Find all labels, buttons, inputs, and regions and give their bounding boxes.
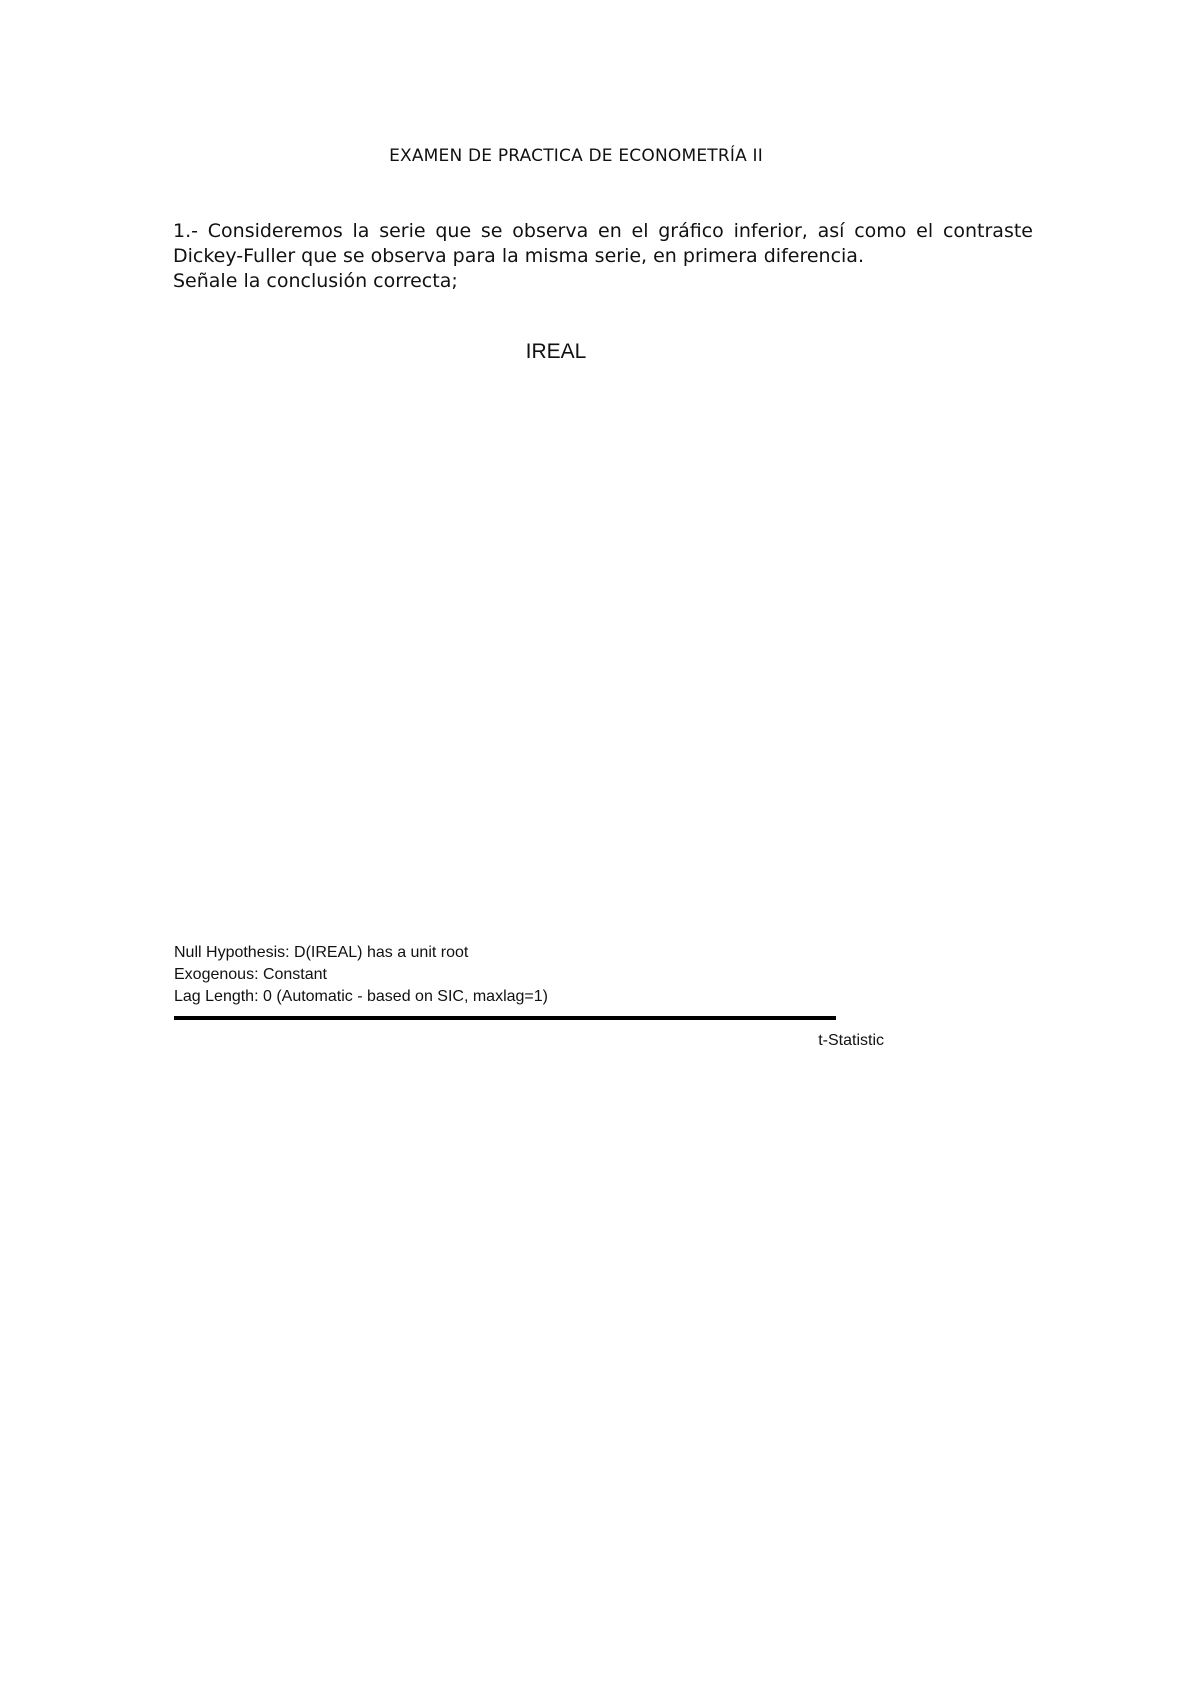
adf-results-table xyxy=(174,1016,884,1182)
ireal-line-chart xyxy=(160,330,920,850)
question-1-text xyxy=(173,219,1033,294)
question-line-2: contraste Dickey-Fuller que se observa para la misma serie, en primera diferencia. xyxy=(173,220,1033,267)
question-line-1: 1.- Consideremos la serie que se observa en el gráfico inferior, así como el xyxy=(173,220,934,242)
null-hypothesis: Null Hypothesis: D(IREAL) has a unit root xyxy=(174,944,469,961)
chart-title: IREAL xyxy=(525,340,587,363)
question-line-3: Señale la conclusión correcta; xyxy=(173,270,458,292)
lag-length: Lag Length: 0 (Automatic - based on SIC, maxlag=1) xyxy=(174,988,548,1005)
table-rule xyxy=(174,1016,836,1020)
adf-header xyxy=(174,942,548,1008)
col-header-tstat: t-Statistic xyxy=(818,1032,884,1049)
exam-title: EXAMEN DE PRACTICA DE ECONOMETRÍA II xyxy=(389,146,763,166)
exogenous: Exogenous: Constant xyxy=(174,966,327,983)
